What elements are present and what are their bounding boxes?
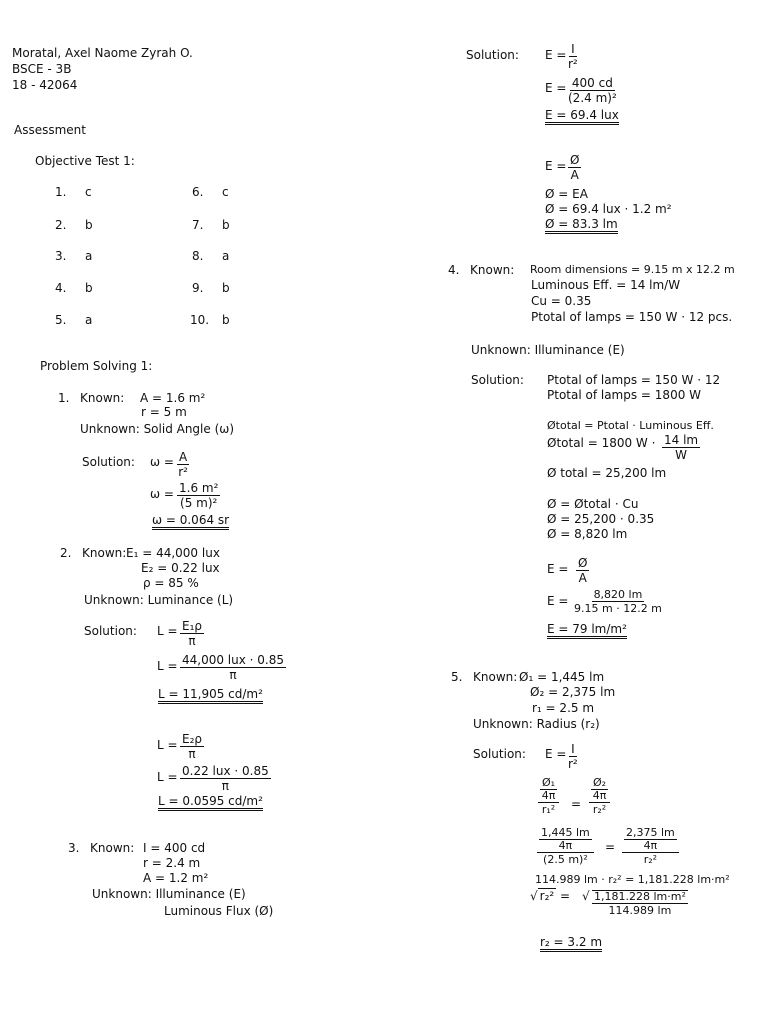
- solution-label: Solution:: [84, 624, 137, 638]
- sqrt-symbol-large: √: [582, 889, 590, 903]
- complex-fraction: [589, 777, 610, 815]
- fraction-numerator: 8,820 lm: [593, 588, 643, 601]
- solution-label: Solution:: [466, 48, 519, 62]
- known-value: E₁ = 44,000 lux: [126, 546, 220, 560]
- fraction: [574, 589, 662, 614]
- fraction-denominator: 114.989 lm: [608, 904, 672, 917]
- equation-lhs: E =: [545, 747, 567, 761]
- answer-value: b: [222, 281, 230, 295]
- equation-lhs: L =: [157, 659, 178, 673]
- known-value: A = 1.6 m²: [140, 391, 206, 405]
- fraction-denominator: r²: [178, 465, 188, 479]
- equation-lhs: L =: [157, 738, 178, 752]
- known-value: r = 2.4 m: [143, 856, 201, 870]
- equation-lhs: ω =: [150, 487, 174, 501]
- unknown-line: Unknown: Luminance (L): [84, 593, 234, 607]
- fraction-numerator: 400 cd: [571, 76, 613, 90]
- known-value: Ø₂ = 2,375 lm: [530, 685, 616, 699]
- answer-number: 2.: [55, 218, 67, 232]
- fraction-denominator: (2.4 m)²: [568, 91, 617, 105]
- equation-line: Øtotal = Ptotal · Luminous Eff.: [547, 419, 714, 432]
- problem-solving-title: Problem Solving 1:: [40, 359, 153, 373]
- sqrt-fraction: [592, 890, 688, 916]
- problem-number: 3.: [68, 841, 80, 855]
- equals-sign: =: [571, 797, 582, 811]
- known-value: Luminous Eff. = 14 lm/W: [531, 278, 681, 292]
- known-value: I = 400 cd: [143, 841, 206, 855]
- fraction-numerator: A: [179, 450, 188, 464]
- fraction-denominator: r₂²: [592, 803, 607, 816]
- inner-denominator: 4π: [592, 789, 607, 802]
- inner-denominator: 4π: [558, 839, 573, 852]
- known-value: Cu = 0.35: [531, 294, 592, 308]
- final-answer: r₂ = 3.2 m: [540, 936, 602, 952]
- equation-line: Ptotal of lamps = 150 W · 12: [547, 373, 721, 387]
- equation-line: Ø = Øtotal · Cu: [547, 497, 639, 511]
- fraction-denominator: π: [188, 747, 196, 761]
- inner-denominator: 4π: [643, 839, 658, 852]
- sqrt-lhs-wrapper: [530, 890, 570, 902]
- answer-value: c: [222, 185, 229, 199]
- equation-lhs: Øtotal = 1800 W ·: [547, 436, 656, 450]
- complex-fraction: [538, 777, 559, 815]
- equation-lhs: E =: [547, 562, 569, 576]
- complex-fraction: [537, 827, 594, 865]
- fraction-denominator: (2.5 m)²: [543, 853, 588, 866]
- equation-line: 114.989 lm · r₂² = 1,181.228 lm·m²: [535, 873, 730, 886]
- fraction-denominator: (5 m)²: [180, 496, 218, 510]
- answer-number: 7.: [192, 218, 204, 232]
- sqrt-symbol: √: [530, 889, 538, 903]
- student-id: 18 - 42064: [12, 78, 78, 92]
- fraction-denominator: r₁²: [541, 803, 556, 816]
- student-section: BSCE - 3B: [12, 62, 72, 76]
- known-value: Room dimensions = 9.15 m x 12.2 m: [530, 263, 735, 276]
- objective-test-title: Objective Test 1:: [35, 154, 135, 168]
- fraction-denominator: A: [570, 168, 579, 182]
- answer-number: 1.: [55, 185, 67, 199]
- fraction: [177, 482, 220, 509]
- unknown-line: Unknown: Solid Angle (ω): [80, 422, 234, 436]
- answer-value: b: [222, 218, 230, 232]
- fraction: [180, 654, 286, 681]
- known-label: Known:: [80, 391, 125, 405]
- inner-numerator: Ø₁: [542, 776, 556, 789]
- answer-value: b: [222, 313, 230, 327]
- inner-numerator: 2,375 lm: [626, 826, 675, 839]
- fraction-denominator: r²: [568, 57, 578, 71]
- fraction-denominator: r²: [568, 757, 578, 771]
- student-name: Moratal, Axel Naome Zyrah O.: [12, 46, 193, 60]
- fraction: [568, 154, 581, 181]
- equation-lhs: E =: [545, 81, 567, 95]
- fraction-denominator: W: [675, 448, 687, 462]
- equation-line: Ø total = 25,200 lm: [547, 466, 667, 480]
- unknown-line: Unknown: Illuminance (E): [92, 887, 246, 901]
- solution-label: Solution:: [82, 455, 135, 469]
- inner-numerator: 1,445 lm: [541, 826, 590, 839]
- fraction: [180, 733, 204, 760]
- answer-number: 8.: [192, 249, 204, 263]
- equation-lhs: E =: [547, 594, 569, 608]
- fraction: [180, 765, 271, 792]
- final-answer: E = 79 lm/m²: [547, 623, 627, 639]
- answer-value: b: [85, 281, 93, 295]
- complex-fraction: [622, 827, 679, 865]
- fraction-numerator: [537, 827, 594, 853]
- fraction-numerator: 44,000 lux · 0.85: [182, 653, 285, 667]
- answer-number: 4.: [55, 281, 67, 295]
- answer-value: a: [222, 249, 230, 263]
- answer-number: 6.: [192, 185, 204, 199]
- answer-number: 9.: [192, 281, 204, 295]
- equation-lhs: E =: [545, 48, 567, 62]
- answer-value: a: [85, 249, 93, 263]
- equation-line: Ptotal of lamps = 1800 W: [547, 388, 702, 402]
- answer-number: 3.: [55, 249, 67, 263]
- fraction: [576, 557, 589, 584]
- fraction-numerator: E₂ρ: [182, 732, 203, 746]
- final-answer: E = 69.4 lux: [545, 109, 619, 125]
- problem-number: 4.: [448, 263, 460, 277]
- unknown-line: Luminous Flux (Ø): [164, 904, 274, 918]
- fraction: [568, 77, 617, 104]
- fraction-numerator: 1.6 m²: [179, 481, 219, 495]
- fraction-denominator: 9.15 m · 12.2 m: [574, 602, 662, 615]
- fraction-numerator: 14 lm: [664, 433, 699, 447]
- assessment-title: Assessment: [14, 123, 86, 137]
- equation-line: Ø = 8,820 lm: [547, 527, 628, 541]
- known-label: Known:: [82, 546, 127, 560]
- known-value: Ptotal of lamps = 150 W · 12 pcs.: [531, 310, 733, 324]
- known-value: r₁ = 2.5 m: [532, 701, 595, 715]
- known-value: ρ = 85 %: [143, 576, 199, 590]
- equation-lhs: E =: [545, 159, 567, 173]
- equation-line: Ø = 69.4 lux · 1.2 m²: [545, 202, 672, 216]
- fraction: [180, 620, 204, 647]
- fraction-numerator: [622, 827, 679, 853]
- equals-sign: =: [605, 840, 616, 854]
- fraction-denominator: π: [221, 779, 229, 793]
- fraction-numerator: E₁ρ: [182, 619, 203, 633]
- final-answer: L = 11,905 cd/m²: [158, 688, 263, 704]
- solution-label: Solution:: [471, 373, 524, 387]
- fraction-numerator: [538, 777, 559, 803]
- fraction-numerator: [589, 777, 610, 803]
- solution-label: Solution:: [473, 747, 526, 761]
- fraction-denominator: π: [229, 668, 237, 682]
- final-answer: Ø = 83.3 lm: [545, 218, 618, 234]
- equation-lhs: ω =: [150, 455, 174, 469]
- equals-sign: =: [560, 889, 571, 903]
- fraction-numerator: I: [571, 42, 575, 56]
- answer-value: b: [85, 218, 93, 232]
- unknown-line: Unknown: Illuminance (E): [471, 343, 625, 357]
- known-value: A = 1.2 m²: [143, 871, 209, 885]
- sqrt-lhs: r₂²: [539, 889, 555, 903]
- equation-lhs: L =: [157, 770, 178, 784]
- problem-number: 5.: [451, 670, 463, 684]
- known-value: E₂ = 0.22 lux: [141, 561, 220, 575]
- answer-number: 10.: [190, 313, 210, 327]
- fraction: [568, 43, 578, 70]
- known-value: Ø₁ = 1,445 lm: [519, 670, 605, 684]
- answer-value: c: [85, 185, 92, 199]
- equation-lhs: L =: [157, 624, 178, 638]
- unknown-line: Unknown: Radius (r₂): [473, 717, 600, 731]
- answer-value: a: [85, 313, 93, 327]
- problem-number: 1.: [58, 391, 70, 405]
- final-answer: ω = 0.064 sr: [152, 514, 229, 530]
- fraction-numerator: 0.22 lux · 0.85: [182, 764, 269, 778]
- fraction-numerator: Ø: [578, 556, 588, 570]
- known-label: Known:: [470, 263, 515, 277]
- inner-numerator: Ø₂: [593, 776, 607, 789]
- problem-number: 2.: [60, 546, 72, 560]
- known-label: Known:: [473, 670, 518, 684]
- fraction-numerator: I: [571, 742, 575, 756]
- fraction: [177, 451, 189, 478]
- fraction: [568, 743, 578, 770]
- known-label: Known:: [90, 841, 135, 855]
- answer-number: 5.: [55, 313, 67, 327]
- fraction-numerator: Ø: [570, 153, 580, 167]
- fraction: [662, 434, 700, 461]
- fraction-denominator: A: [578, 571, 587, 585]
- fraction-numerator: 1,181.228 lm·m²: [594, 890, 686, 903]
- equation-line: Ø = EA: [545, 187, 588, 201]
- fraction-denominator: r₂²: [643, 853, 658, 866]
- final-answer: L = 0.0595 cd/m²: [158, 795, 263, 811]
- inner-denominator: 4π: [541, 789, 556, 802]
- equation-line: Ø = 25,200 · 0.35: [547, 512, 655, 526]
- known-value: r = 5 m: [141, 405, 187, 419]
- fraction-denominator: π: [188, 634, 196, 648]
